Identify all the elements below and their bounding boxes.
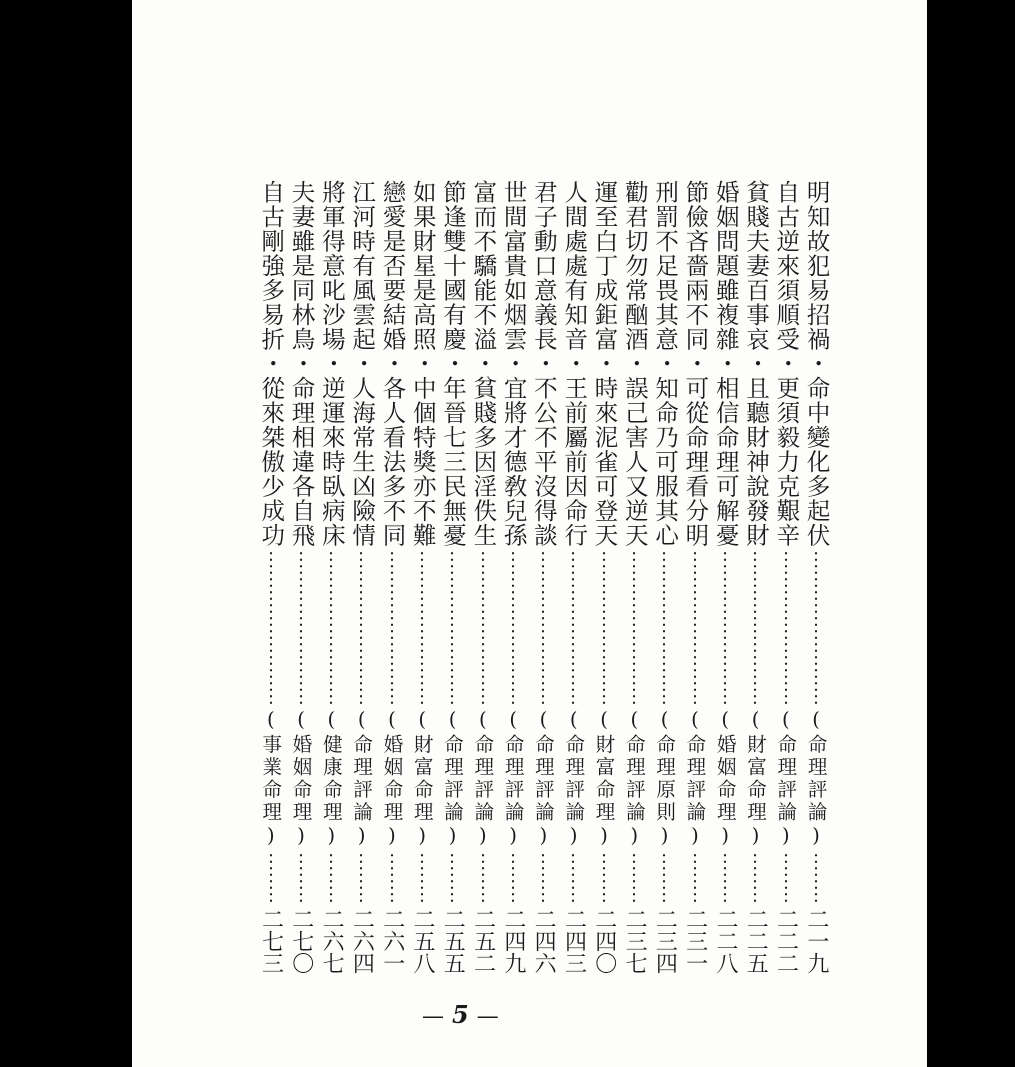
toc-entry [680, 180, 710, 974]
entry-page: 二六七 [319, 908, 345, 974]
entry-category: (婚姻命理) [380, 708, 404, 850]
entry-category: (命理評論) [804, 708, 828, 850]
entry-category: (事業命理) [259, 708, 283, 850]
entry-page: 二四九 [500, 908, 526, 974]
table-of-contents [255, 180, 831, 974]
entry-page: 二一九 [803, 908, 829, 974]
entry-title: 刑罰不足畏其意・知命乃可服其心 [651, 180, 680, 548]
toc-entry [316, 180, 346, 974]
book-page [132, 0, 927, 1067]
toc-entry [407, 180, 437, 974]
toc-entry [589, 180, 619, 974]
entry-page: 二三四 [652, 908, 678, 974]
entry-page: 二二二 [773, 908, 799, 974]
dot-leader [299, 550, 303, 707]
entry-title: 江河時有風雲起・人海常生凶險情 [348, 180, 377, 548]
dot-leader [269, 852, 273, 906]
entry-title: 世間富貴如烟雲・宜將才德敎兒孫 [499, 180, 528, 548]
dot-leader [450, 550, 454, 707]
entry-page: 二五二 [470, 908, 496, 974]
entry-title: 明知故犯易招禍・命中變化多起伏 [802, 180, 831, 548]
dot-leader [299, 852, 303, 906]
dot-leader [541, 550, 545, 707]
dot-leader [814, 550, 818, 707]
entry-title: 如果財星是高照・中個特獎亦不難 [408, 180, 437, 548]
entry-category: (命理評論) [531, 708, 555, 850]
dot-leader [511, 550, 515, 707]
dot-leader [511, 852, 515, 906]
dot-leader [571, 550, 575, 707]
toc-entry [770, 180, 801, 974]
entry-title: 富而不驕能不溢・貧賤多因淫佚生 [469, 180, 498, 548]
entry-category: (命理原則) [653, 708, 677, 850]
entry-title: 君子動口意義長・不公不平沒得談 [529, 180, 558, 548]
toc-entry [255, 180, 286, 974]
toc-entry [467, 180, 498, 974]
dot-leader [481, 550, 485, 707]
dot-leader [481, 852, 485, 906]
dot-leader [541, 852, 545, 906]
entry-page: 二二五 [743, 908, 769, 974]
folio-dash-left: — [422, 1004, 444, 1029]
entry-category: (健康命理) [319, 708, 343, 850]
dot-leader [693, 852, 697, 906]
dot-leader [359, 852, 363, 906]
entry-page: 二三一 [682, 908, 708, 974]
toc-entry [498, 180, 528, 974]
dot-leader [571, 852, 575, 906]
entry-title: 婚姻問題雖複雜・相信命理可解憂 [711, 180, 740, 548]
toc-entry [346, 180, 377, 974]
entry-page: 二三七 [622, 908, 648, 974]
dot-leader [420, 550, 424, 707]
entry-category: (財富命理) [744, 708, 767, 850]
entry-page: 二七〇 [288, 908, 314, 974]
entry-category: (命理評論) [441, 708, 465, 850]
dot-leader [662, 852, 666, 906]
dot-leader [753, 852, 757, 906]
entry-category: (財富命理) [592, 708, 616, 850]
toc-entry [710, 180, 740, 974]
entry-page: 二七三 [258, 908, 284, 974]
dot-leader [662, 550, 666, 707]
entry-category: (命理評論) [350, 708, 374, 850]
entry-category: (命理評論) [562, 708, 586, 850]
entry-page: 二四三 [561, 908, 587, 974]
entry-category: (財富命理) [410, 708, 434, 850]
entry-page: 二四六 [531, 908, 557, 974]
dot-leader [420, 852, 424, 906]
page-number [422, 1000, 499, 1029]
entry-page: 二五八 [409, 908, 435, 974]
folio-number: 5 [452, 1000, 469, 1029]
dot-leader [329, 550, 333, 707]
dot-leader [753, 550, 757, 707]
entry-title: 將軍得意叱沙場・逆運來時臥病床 [317, 180, 346, 548]
toc-entry [528, 180, 558, 974]
dot-leader [359, 550, 363, 707]
entry-title: 自古逆來須順受・更須毅力克艱辛 [772, 180, 801, 548]
toc-entry [619, 180, 649, 974]
entry-page: 二六四 [349, 908, 375, 974]
entry-page: 二六一 [379, 908, 405, 974]
dot-leader [632, 550, 636, 707]
entry-title: 節逢雙十國有慶・年晉七三民無憂 [439, 180, 468, 548]
dot-leader [784, 852, 788, 906]
dot-leader [693, 550, 697, 707]
entry-category: (命理評論) [501, 708, 525, 850]
dot-leader [784, 550, 788, 707]
entry-title: 貧賤夫妻百事哀・且聽財神說發財 [742, 180, 770, 548]
dot-leader [602, 852, 606, 906]
entry-title: 自古剛強多易折・從來桀傲少成功 [257, 180, 286, 548]
dot-leader [814, 852, 818, 906]
folio-dash-right: — [476, 1004, 499, 1029]
toc-entry [437, 180, 468, 974]
dot-leader [602, 550, 606, 707]
entry-category: (命理評論) [471, 708, 495, 850]
entry-title: 勸君切勿常酗酒・誤己害人又逆天 [620, 180, 649, 548]
toc-entry [286, 180, 316, 974]
entry-category: (命理評論) [683, 708, 707, 850]
entry-category: (婚姻命理) [289, 708, 313, 850]
entry-title: 戀愛是否要結婚・各人看法多不同 [378, 180, 407, 548]
entry-title: 人間處處有知音・王前屬前因命行 [560, 180, 589, 548]
entry-page: 二五五 [440, 908, 466, 974]
entry-title: 夫妻雖是同林鳥・命理相違各自飛 [287, 180, 316, 548]
toc-entry [740, 180, 770, 974]
toc-entry [801, 180, 831, 974]
entry-title: 運至白丁成鉅富・時來泥雀可登天 [590, 180, 619, 548]
toc-entry [649, 180, 680, 974]
entry-page: 二四〇 [591, 908, 617, 974]
toc-entry [377, 180, 407, 974]
dot-leader [269, 550, 273, 707]
dot-leader [450, 852, 454, 906]
dot-leader [390, 852, 394, 906]
entry-title: 節儉吝嗇兩不同・可從命理看分明 [681, 180, 710, 548]
dot-leader [390, 550, 394, 707]
entry-category: (命理評論) [774, 708, 798, 850]
dot-leader [723, 550, 727, 707]
dot-leader [723, 852, 727, 906]
toc-entry [558, 180, 589, 974]
dot-leader [329, 852, 333, 906]
entry-category: (婚姻命理) [713, 708, 737, 850]
dot-leader [632, 852, 636, 906]
entry-page: 二二八 [712, 908, 738, 974]
entry-category: (命理評論) [622, 708, 646, 850]
